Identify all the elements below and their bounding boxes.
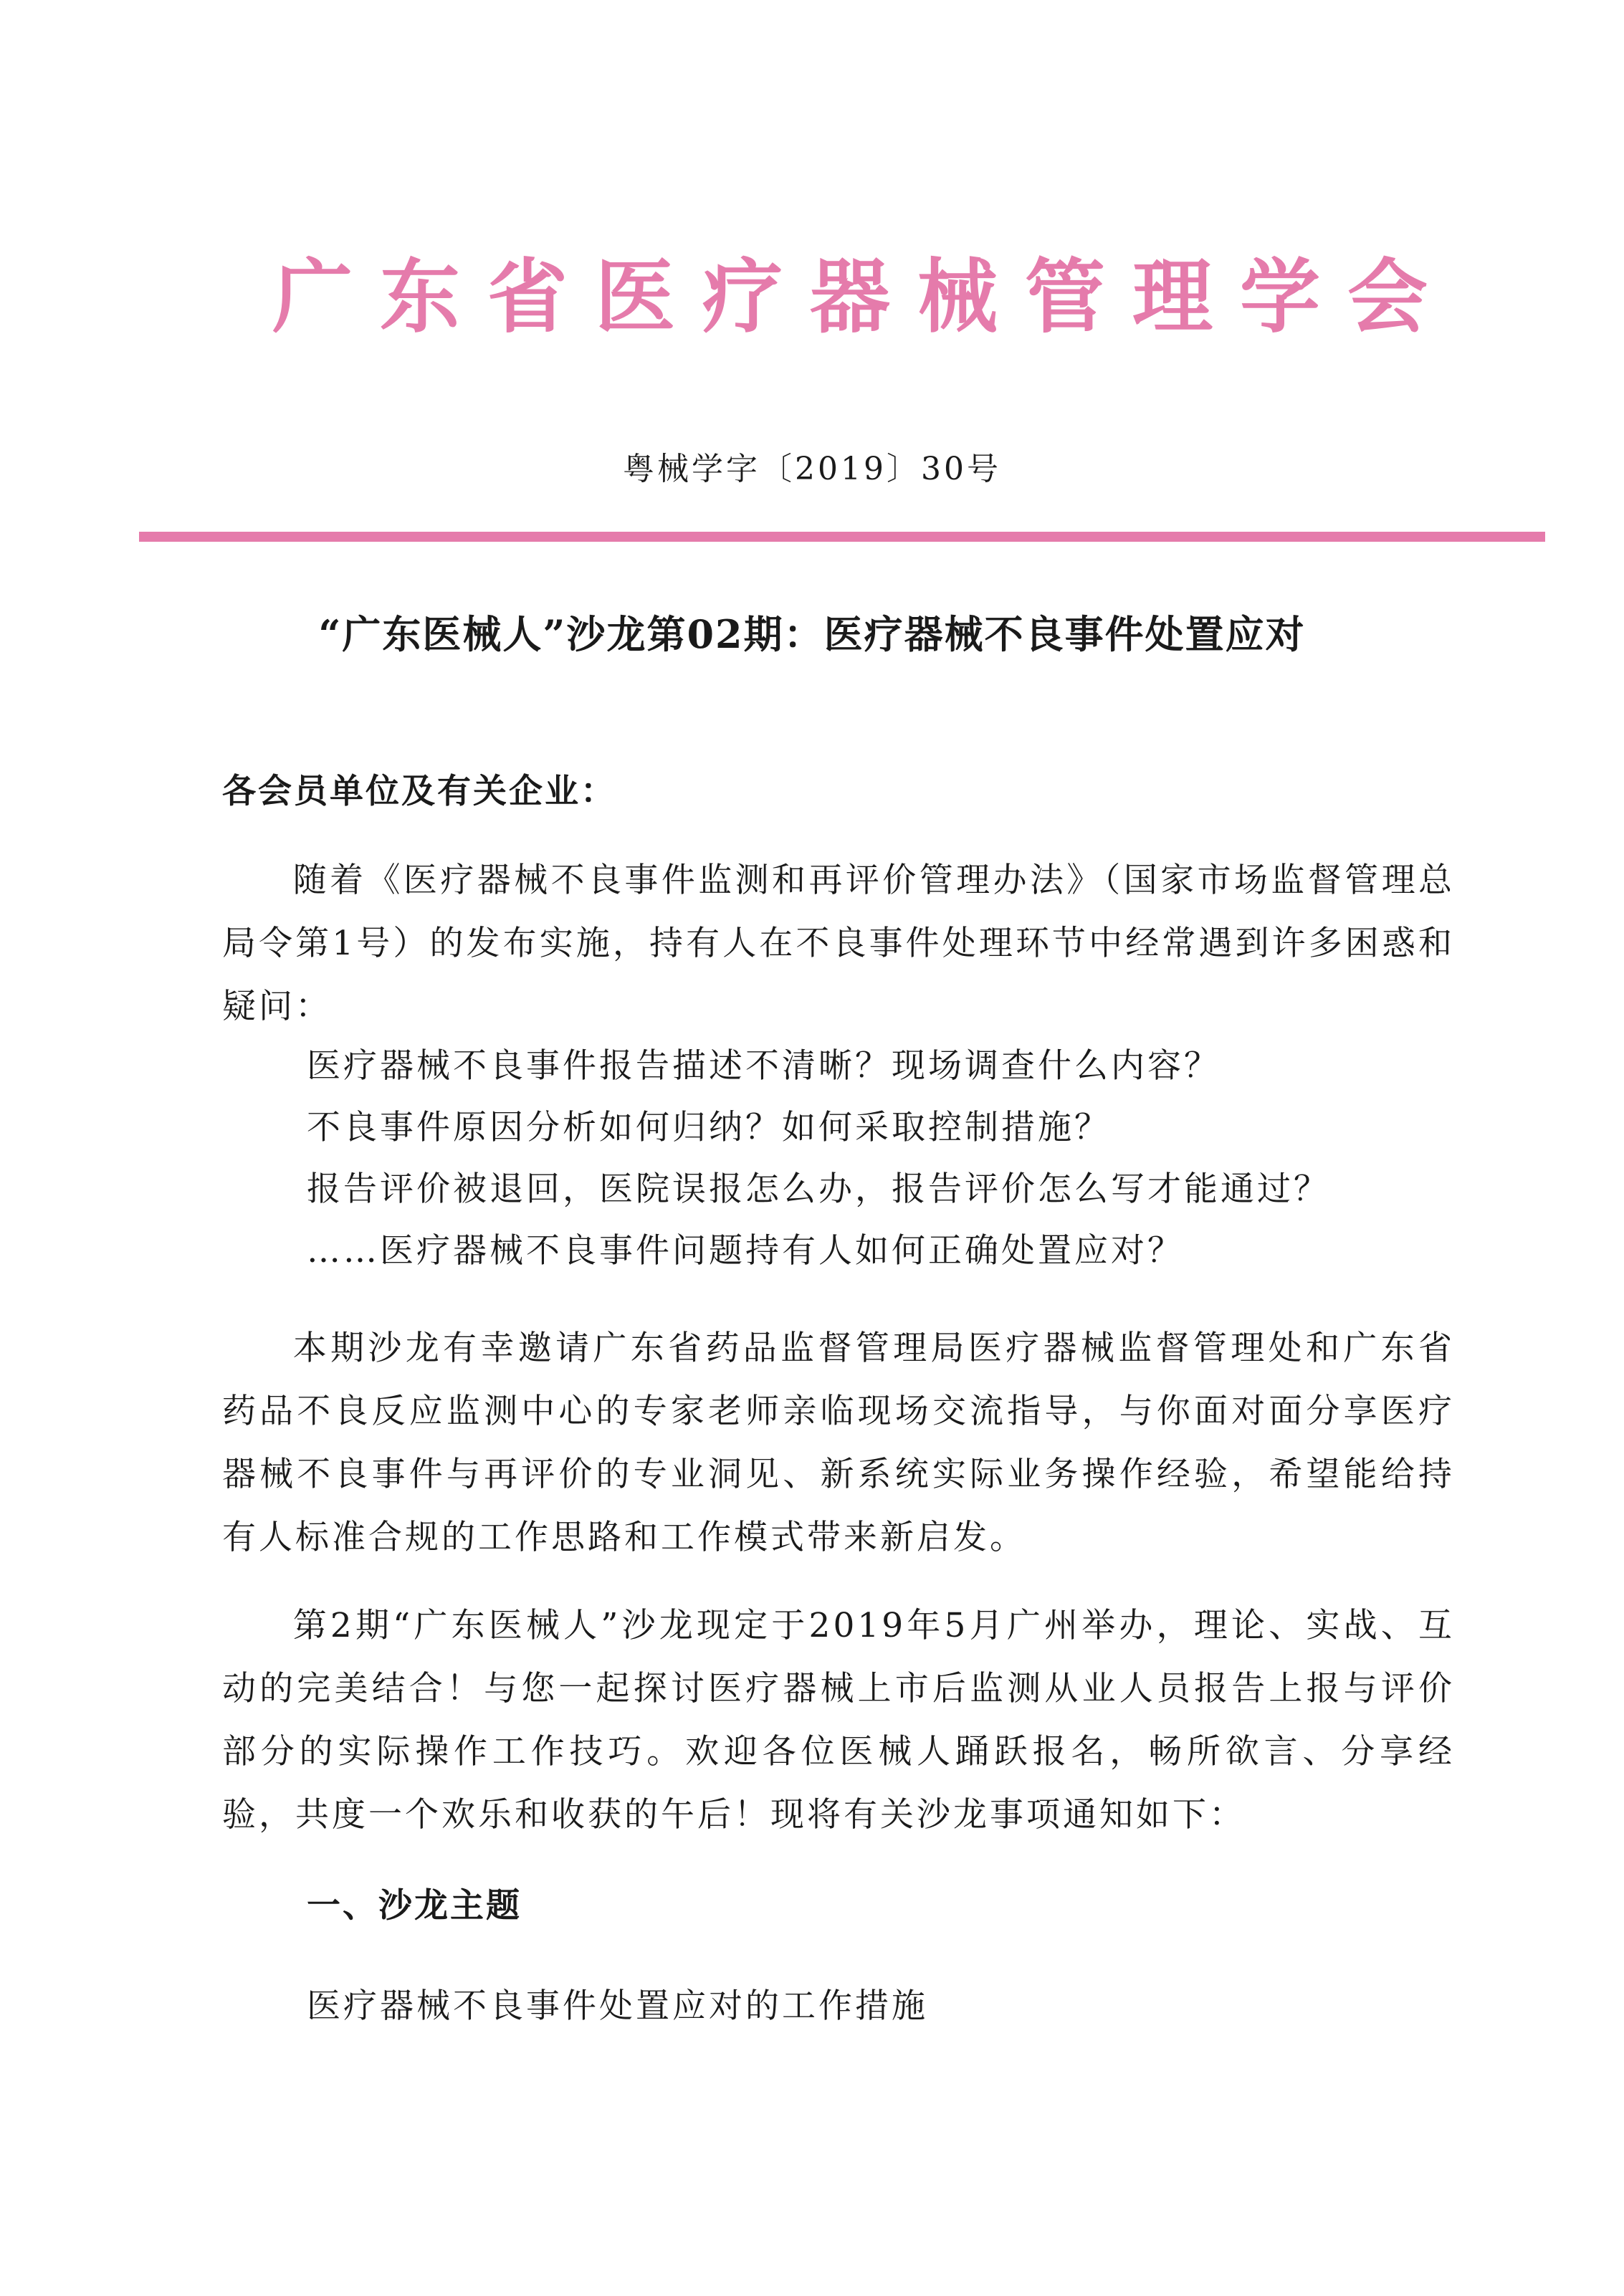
experts-paragraph: 本期沙龙有幸邀请广东省药品监督管理局医疗器械监督管理处和广东省药品不良反应监测中心的专家老师亲临现场交流指导，与你面对面分享医疗器械不良事件与再评价的专业洞见、新系统实际业务操作经验，希望能给持有人标准合规的工作思路和工作模式带来新启发。 [222,1329,1455,1557]
section-heading: 一、沙龙主题 [307,1886,522,1926]
question-item: 医疗器械不良事件报告描述不清晰？现场调查什么内容？ [307,1046,1221,1086]
section-body: 医疗器械不良事件处置应对的工作措施 [307,1986,928,2026]
document-number: 粤械学字〔2019〕30号 [623,451,1001,487]
question-item: 报告评价被退回，医院误报怎么办，报告评价怎么写才能通过？ [307,1169,1330,1209]
document-title: “广东医械人”沙龙第02期：医疗器械不良事件处置应对 [318,611,1306,657]
salutation: 各会员单位及有关企业： [222,772,616,811]
question-item: ……医疗器械不良事件问题持有人如何正确处置应对？ [307,1231,1184,1271]
question-item: 不良事件原因分析如何归纳？如何采取控制措施？ [307,1108,1111,1147]
intro-paragraph: 随着《医疗器械不良事件监测和再评价管理办法》（国家市场监督管理总局令第1号）的发布实施，持有人在不良事件处理环节中经常遇到许多困惑和疑问： [222,861,1455,1026]
organization-header: 广东省医疗器械管理学会 [272,251,1455,344]
schedule-paragraph: 第2期“广东医械人”沙龙现定于2019年5月广州举办，理论、实战、互动的完美结合！与您一起探讨医疗器械上市后监测从业人员报告上报与评价部分的实际操作工作技巧。欢迎各位医械人踊跃报名，畅所欲言、分享经验，共度一个欢乐和收获的午后！现将有关沙龙事项通知如下： [222,1606,1455,1835]
header-divider [139,532,1545,542]
